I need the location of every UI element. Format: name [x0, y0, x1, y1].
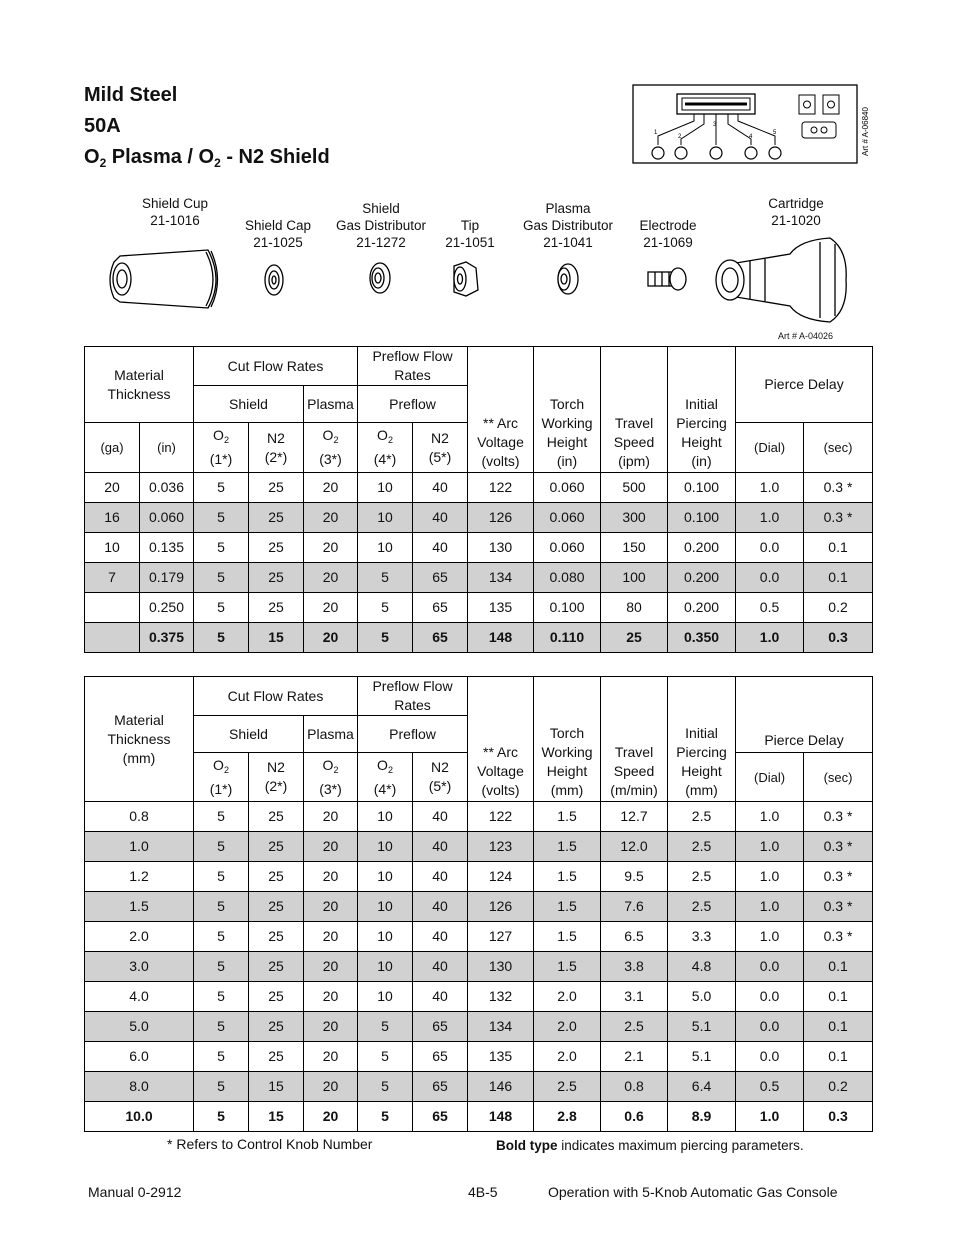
- metric-table-cell: 2.5: [534, 1072, 601, 1102]
- metric-table-cell: 4.8: [668, 952, 736, 982]
- imperial-table-cell: 0.250: [140, 593, 194, 623]
- travel-speed-header: Travel Speed (m/min): [601, 677, 668, 802]
- metric-table-cell: 2.0: [534, 1012, 601, 1042]
- imperial-table-cell: 0.200: [668, 563, 736, 593]
- imperial-table-cell: 0.3 *: [804, 473, 873, 503]
- imperial-table-cell: [85, 593, 140, 623]
- metric-table-cell: 40: [413, 982, 468, 1012]
- metric-table-cell: 1.0: [736, 862, 804, 892]
- metric-table-cell: 2.5: [668, 832, 736, 862]
- metric-table-cell: 25: [249, 862, 304, 892]
- metric-table-cell: 2.5: [668, 862, 736, 892]
- metric-table-cell: 132: [468, 982, 534, 1012]
- metric-table-cell: 2.0: [534, 982, 601, 1012]
- imperial-table-cell: 10: [358, 503, 413, 533]
- metric-table-cell: 0.8: [601, 1072, 668, 1102]
- knob-footnote: * Refers to Control Knob Number: [167, 1136, 373, 1152]
- imperial-table-cell: 5: [194, 623, 249, 653]
- metric-table-cell: 4.0: [85, 982, 194, 1012]
- imperial-table-cell: 15: [249, 623, 304, 653]
- preflow-o2-knob-header: $O_2$ (4*): [358, 423, 413, 473]
- imperial-table-cell: 0.100: [668, 503, 736, 533]
- imperial-table-cell: 0.350: [668, 623, 736, 653]
- metric-table-cell: 40: [413, 832, 468, 862]
- imperial-table-cell: 1.0: [736, 503, 804, 533]
- metric-table-cell: 2.8: [534, 1102, 601, 1132]
- imperial-table-cell: 0.1: [804, 563, 873, 593]
- metric-table-cell: 40: [413, 802, 468, 832]
- metric-table-cell: 1.5: [534, 832, 601, 862]
- metric-table-cell: 20: [304, 1042, 358, 1072]
- metric-table-cell: 12.0: [601, 832, 668, 862]
- metric-table-cell: 25: [249, 952, 304, 982]
- imperial-table-cell: 0.200: [668, 533, 736, 563]
- console-art-number: Art # A-06840: [861, 107, 870, 156]
- metric-table-cell: 0.1: [804, 952, 873, 982]
- part-cartridge: Cartridge 21-1020: [768, 196, 824, 228]
- metric-table-cell: 20: [304, 1012, 358, 1042]
- imperial-table-cell: 0.110: [534, 623, 601, 653]
- metric-table-cell: 65: [413, 1072, 468, 1102]
- metric-table-cell: 5.0: [668, 982, 736, 1012]
- metric-table-cell: 124: [468, 862, 534, 892]
- imperial-table-cell: [85, 623, 140, 653]
- metric-table-cell: 15: [249, 1102, 304, 1132]
- metric-table-cell: 148: [468, 1102, 534, 1132]
- metric-table-cell: 3.8: [601, 952, 668, 982]
- metric-table-cell: 3.1: [601, 982, 668, 1012]
- bold-type-footnote: Bold type indicates maximum piercing parameters.: [496, 1138, 804, 1153]
- imperial-table-cell: 0.0: [736, 563, 804, 593]
- metric-table-cell: 5.0: [85, 1012, 194, 1042]
- metric-table-cell: 20: [304, 1072, 358, 1102]
- preflow-o2-knob-header: $O_2$ (4*): [358, 753, 413, 802]
- imperial-table-cell: 0.060: [534, 473, 601, 503]
- parts-art-number: Art # A-04026: [778, 331, 834, 341]
- imperial-table-cell: 5: [194, 593, 249, 623]
- metric-table-cell: 1.5: [534, 892, 601, 922]
- imperial-table-cell: 300: [601, 503, 668, 533]
- metric-table-cell: 25: [249, 802, 304, 832]
- metric-table-cell: 20: [304, 1102, 358, 1132]
- pierce-dial-header: (Dial): [736, 753, 804, 802]
- pierce-delay-header: Pierce Delay: [736, 677, 873, 753]
- metric-table-cell: 0.2: [804, 1072, 873, 1102]
- metric-table-row: [85, 952, 873, 982]
- pierce-sec-header: (sec): [804, 753, 873, 802]
- metric-table-cell: 20: [304, 862, 358, 892]
- imperial-table-cell: 80: [601, 593, 668, 623]
- imperial-table-cell: 0.060: [534, 503, 601, 533]
- metric-table-cell: 25: [249, 1012, 304, 1042]
- imperial-table-cell: 40: [413, 503, 468, 533]
- metric-table-cell: 122: [468, 802, 534, 832]
- metric-table-cell: 1.0: [736, 832, 804, 862]
- knob-number-2: 2: [678, 134, 682, 140]
- metric-table-cell: 9.5: [601, 862, 668, 892]
- plasma-o2-knob-header: $O_2$ (3*): [304, 753, 358, 802]
- metric-table-cell: 0.0: [736, 952, 804, 982]
- metric-table-cell: 10: [358, 892, 413, 922]
- metric-table-cell: 25: [249, 982, 304, 1012]
- metric-table-cell: 25: [249, 922, 304, 952]
- metric-table-cell: 5: [358, 1102, 413, 1132]
- imperial-table-row: [85, 623, 873, 653]
- imperial-table-cell: 0.3: [804, 623, 873, 653]
- imperial-table-cell: 122: [468, 473, 534, 503]
- imperial-table-cell: 0.3 *: [804, 503, 873, 533]
- imperial-table-cell: 5: [194, 563, 249, 593]
- metric-table-cell: 25: [249, 1042, 304, 1072]
- imperial-table-cell: 0.080: [534, 563, 601, 593]
- imperial-table-cell: 0.5: [736, 593, 804, 623]
- metric-table-cell: 25: [249, 892, 304, 922]
- imperial-table-cell: 25: [249, 503, 304, 533]
- metric-table-cell: 134: [468, 1012, 534, 1042]
- metric-table-cell: 5.1: [668, 1042, 736, 1072]
- metric-table-cell: 6.5: [601, 922, 668, 952]
- metric-table-cell: 0.8: [85, 802, 194, 832]
- metric-table-cell: 123: [468, 832, 534, 862]
- cut-flow-rates-header: Cut Flow Rates: [194, 677, 358, 716]
- imperial-table-cell: 16: [85, 503, 140, 533]
- metric-table-cell: 1.0: [736, 892, 804, 922]
- metric-table-cell: 130: [468, 952, 534, 982]
- metric-table-cell: 146: [468, 1072, 534, 1102]
- preflow-n2-knob-header: N2 (5*): [413, 423, 468, 473]
- metric-table-cell: 5: [194, 802, 249, 832]
- metric-table-cell: 10.0: [85, 1102, 194, 1132]
- metric-table-cell: 20: [304, 952, 358, 982]
- metric-table-row: [85, 922, 873, 952]
- metric-table-cell: 135: [468, 1042, 534, 1072]
- metric-table-cell: 5.1: [668, 1012, 736, 1042]
- metric-table-cell: 2.5: [601, 1012, 668, 1042]
- imperial-table-cell: 20: [304, 623, 358, 653]
- metric-table-cell: 126: [468, 892, 534, 922]
- metric-table-cell: 0.6: [601, 1102, 668, 1132]
- imperial-table-cell: 148: [468, 623, 534, 653]
- metric-table-row: [85, 832, 873, 862]
- metric-table-row: [85, 1042, 873, 1072]
- imperial-table-cell: 0.100: [534, 593, 601, 623]
- preflow-n2-knob-header: N2 (5*): [413, 753, 468, 802]
- metric-table-cell: 12.7: [601, 802, 668, 832]
- metric-table-cell: 5: [194, 862, 249, 892]
- footer-page-number: 4B-5: [468, 1184, 498, 1200]
- metric-table-cell: 20: [304, 802, 358, 832]
- imperial-table-cell: 5: [358, 623, 413, 653]
- metric-table-row: [85, 892, 873, 922]
- plasma-header: Plasma: [304, 386, 358, 423]
- imperial-table-cell: 25: [249, 473, 304, 503]
- metric-table-cell: 2.0: [85, 922, 194, 952]
- metric-table-cell: 20: [304, 892, 358, 922]
- metric-table-cell: 8.0: [85, 1072, 194, 1102]
- metric-table-cell: 1.0: [736, 1102, 804, 1132]
- metric-table-cell: 2.5: [668, 892, 736, 922]
- metric-table-cell: 1.2: [85, 862, 194, 892]
- inches-header: (in): [140, 423, 194, 473]
- pierce-dial-header: (Dial): [736, 423, 804, 473]
- imperial-table-cell: 0.200: [668, 593, 736, 623]
- preflow-flow-rates-header: Preflow Flow Rates: [358, 347, 468, 386]
- plasma-header: Plasma: [304, 716, 358, 753]
- material-thickness-header: Material Thickness: [85, 347, 194, 423]
- imperial-settings-table: [84, 346, 873, 653]
- shield-o2-knob-header: $O_2$ (1*): [194, 753, 249, 802]
- knob-number-3: 3: [713, 122, 717, 128]
- metric-table-cell: 5: [194, 892, 249, 922]
- knob-number-4: 4: [749, 134, 753, 140]
- part-shield-gas-distributor: Shield Gas Distributor 21-1272: [335, 201, 427, 250]
- metric-table-cell: 5: [194, 1042, 249, 1072]
- imperial-table-cell: 20: [304, 593, 358, 623]
- metric-table-cell: 5: [194, 1012, 249, 1042]
- metric-table-cell: 5: [194, 982, 249, 1012]
- preflow-header: Preflow: [358, 386, 468, 423]
- metric-table-cell: 5: [194, 1102, 249, 1132]
- preflow-flow-rates-header: Preflow Flow Rates: [358, 677, 468, 716]
- imperial-table-cell: 10: [358, 533, 413, 563]
- metric-table-row: [85, 1012, 873, 1042]
- imperial-table-row: [85, 563, 873, 593]
- imperial-table-cell: 20: [304, 473, 358, 503]
- imperial-table-row: [85, 473, 873, 503]
- imperial-table-cell: 25: [249, 533, 304, 563]
- material-thickness-mm-header: Material Thickness (mm): [85, 677, 194, 802]
- metric-table-cell: 0.3 *: [804, 862, 873, 892]
- imperial-table-cell: 0.2: [804, 593, 873, 623]
- imperial-table-cell: 5: [358, 563, 413, 593]
- consumable-parts-illustration: [100, 230, 860, 330]
- metric-table-cell: 2.5: [668, 802, 736, 832]
- imperial-table-cell: 0.375: [140, 623, 194, 653]
- imperial-table-cell: 0.179: [140, 563, 194, 593]
- plasma-o2-knob-header: $O_2$ (3*): [304, 423, 358, 473]
- imperial-table-row: [85, 593, 873, 623]
- imperial-table-cell: 25: [249, 593, 304, 623]
- imperial-table-cell: 1.0: [736, 473, 804, 503]
- metric-table-cell: 1.5: [534, 802, 601, 832]
- metric-table-row: [85, 862, 873, 892]
- metric-table-cell: 10: [358, 952, 413, 982]
- metric-table-cell: 1.0: [85, 832, 194, 862]
- knob-number-1: 1: [654, 130, 658, 136]
- metric-table-cell: 5: [194, 832, 249, 862]
- imperial-table-cell: 0.100: [668, 473, 736, 503]
- metric-table-row: [85, 1102, 873, 1132]
- imperial-table-cell: 100: [601, 563, 668, 593]
- imperial-table-cell: 0.0: [736, 533, 804, 563]
- part-tip: Tip 21-1051: [445, 218, 495, 250]
- metric-table-cell: 5: [358, 1072, 413, 1102]
- imperial-table-cell: 130: [468, 533, 534, 563]
- imperial-table-cell: 20: [304, 533, 358, 563]
- imperial-table-cell: 150: [601, 533, 668, 563]
- shield-o2-knob-header: $O_2$ (1*): [194, 423, 249, 473]
- shield-header: Shield: [194, 386, 304, 423]
- metric-table-cell: 1.5: [85, 892, 194, 922]
- metric-table-cell: 40: [413, 922, 468, 952]
- metric-table-cell: 20: [304, 922, 358, 952]
- metric-table-row: [85, 802, 873, 832]
- metric-table-row: [85, 1072, 873, 1102]
- metric-table-cell: 20: [304, 982, 358, 1012]
- imperial-table-cell: 0.060: [534, 533, 601, 563]
- metric-table-cell: 2.1: [601, 1042, 668, 1072]
- pierce-sec-header: (sec): [804, 423, 873, 473]
- imperial-table-row: [85, 503, 873, 533]
- arc-voltage-header: ** Arc Voltage (volts): [468, 677, 534, 802]
- metric-table-cell: 10: [358, 982, 413, 1012]
- metric-table-cell: 0.3 *: [804, 802, 873, 832]
- metric-table-cell: 20: [304, 832, 358, 862]
- metric-table-cell: 0.3 *: [804, 892, 873, 922]
- imperial-table-cell: 135: [468, 593, 534, 623]
- imperial-table-cell: 5: [194, 503, 249, 533]
- metric-table-cell: 40: [413, 892, 468, 922]
- metric-table-cell: 0.1: [804, 1012, 873, 1042]
- footer-manual-number: Manual 0-2912: [88, 1184, 182, 1200]
- metric-table-cell: 5: [194, 1072, 249, 1102]
- metric-table-cell: 0.3: [804, 1102, 873, 1132]
- metric-table-cell: 10: [358, 922, 413, 952]
- imperial-table-cell: 40: [413, 533, 468, 563]
- metric-table-cell: 0.0: [736, 1012, 804, 1042]
- metric-table-cell: 1.0: [736, 922, 804, 952]
- metric-table-cell: 5: [358, 1012, 413, 1042]
- metric-table-cell: 1.5: [534, 922, 601, 952]
- gauge-header: (ga): [85, 423, 140, 473]
- title-amperage: 50A: [84, 115, 121, 137]
- imperial-table-cell: 65: [413, 623, 468, 653]
- metric-table-cell: 0.1: [804, 1042, 873, 1072]
- metric-table-row: [85, 982, 873, 1012]
- metric-table-cell: 25: [249, 832, 304, 862]
- metric-table-cell: 8.9: [668, 1102, 736, 1132]
- pierce-delay-header: Pierce Delay: [736, 347, 873, 423]
- imperial-table-cell: 5: [194, 473, 249, 503]
- part-shield-cap: Shield Cap 21-1025: [244, 218, 312, 250]
- metric-table-cell: 3.3: [668, 922, 736, 952]
- imperial-table-cell: 126: [468, 503, 534, 533]
- imperial-table-cell: 65: [413, 563, 468, 593]
- shield-n2-knob-header: N2 (2*): [249, 423, 304, 473]
- arc-voltage-header: ** Arc Voltage (volts): [468, 347, 534, 473]
- metric-table-cell: 0.5: [736, 1072, 804, 1102]
- imperial-table-row: [85, 533, 873, 563]
- title-gases: $O_2$ Plasma / $O_2 - N2$ Shield: [84, 146, 330, 170]
- metric-table-cell: 0.1: [804, 982, 873, 1012]
- imperial-table-cell: 0.060: [140, 503, 194, 533]
- imperial-table-cell: 20: [304, 503, 358, 533]
- initial-piercing-height-header: Initial Piercing Height (in): [668, 347, 736, 473]
- metric-table-cell: 40: [413, 862, 468, 892]
- imperial-table-cell: 500: [601, 473, 668, 503]
- title-material: Mild Steel: [84, 84, 178, 106]
- metric-table-cell: 65: [413, 1042, 468, 1072]
- metric-table-cell: 10: [358, 832, 413, 862]
- imperial-table-cell: 7: [85, 563, 140, 593]
- imperial-table-cell: 0.1: [804, 533, 873, 563]
- imperial-table-cell: 0.036: [140, 473, 194, 503]
- metric-table-cell: 7.6: [601, 892, 668, 922]
- metric-table-cell: 1.0: [736, 802, 804, 832]
- initial-piercing-height-header: Initial Piercing Height (mm): [668, 677, 736, 802]
- metric-table-cell: 6.0: [85, 1042, 194, 1072]
- metric-table-cell: 65: [413, 1102, 468, 1132]
- metric-table-cell: 10: [358, 862, 413, 892]
- metric-table-cell: 0.0: [736, 1042, 804, 1072]
- imperial-table-cell: 40: [413, 473, 468, 503]
- metric-table-cell: 15: [249, 1072, 304, 1102]
- metric-table-cell: 5: [358, 1042, 413, 1072]
- knob-number-5: 5: [773, 130, 777, 136]
- imperial-table-cell: 20: [85, 473, 140, 503]
- imperial-table-cell: 20: [304, 563, 358, 593]
- imperial-table-cell: 25: [601, 623, 668, 653]
- metric-table-cell: 10: [358, 802, 413, 832]
- metric-table-cell: 0.3 *: [804, 832, 873, 862]
- imperial-table-cell: 1.0: [736, 623, 804, 653]
- imperial-table-cell: 25: [249, 563, 304, 593]
- part-shield-cup: Shield Cup 21-1016: [141, 196, 209, 228]
- metric-table-cell: 5: [194, 922, 249, 952]
- metric-table-cell: 1.5: [534, 952, 601, 982]
- footer-section-title: Operation with 5-Knob Automatic Gas Console: [548, 1184, 838, 1200]
- imperial-table-cell: 134: [468, 563, 534, 593]
- part-electrode: Electrode 21-1069: [639, 218, 697, 250]
- imperial-table-cell: 0.135: [140, 533, 194, 563]
- shield-n2-knob-header: N2 (2*): [249, 753, 304, 802]
- shield-header: Shield: [194, 716, 304, 753]
- imperial-table-cell: 10: [85, 533, 140, 563]
- travel-speed-header: Travel Speed (ipm): [601, 347, 668, 473]
- imperial-table-cell: 5: [358, 593, 413, 623]
- metric-table-cell: 40: [413, 952, 468, 982]
- metric-table-cell: 127: [468, 922, 534, 952]
- torch-working-height-header: Torch Working Height (mm): [534, 677, 601, 802]
- gas-console-illustration: [632, 84, 874, 166]
- cut-flow-rates-header: Cut Flow Rates: [194, 347, 358, 386]
- metric-table-cell: 0.0: [736, 982, 804, 1012]
- metric-table-cell: 2.0: [534, 1042, 601, 1072]
- part-plasma-gas-distributor: Plasma Gas Distributor 21-1041: [522, 201, 614, 250]
- metric-table-cell: 0.3 *: [804, 922, 873, 952]
- torch-working-height-header: Torch Working Height (in): [534, 347, 601, 473]
- metric-table-cell: 65: [413, 1012, 468, 1042]
- metric-settings-table: [84, 676, 873, 1132]
- imperial-table-cell: 65: [413, 593, 468, 623]
- metric-table-cell: 1.5: [534, 862, 601, 892]
- preflow-header: Preflow: [358, 716, 468, 753]
- metric-table-cell: 3.0: [85, 952, 194, 982]
- imperial-table-cell: 10: [358, 473, 413, 503]
- metric-table-cell: 5: [194, 952, 249, 982]
- imperial-table-cell: 5: [194, 533, 249, 563]
- metric-table-cell: 6.4: [668, 1072, 736, 1102]
